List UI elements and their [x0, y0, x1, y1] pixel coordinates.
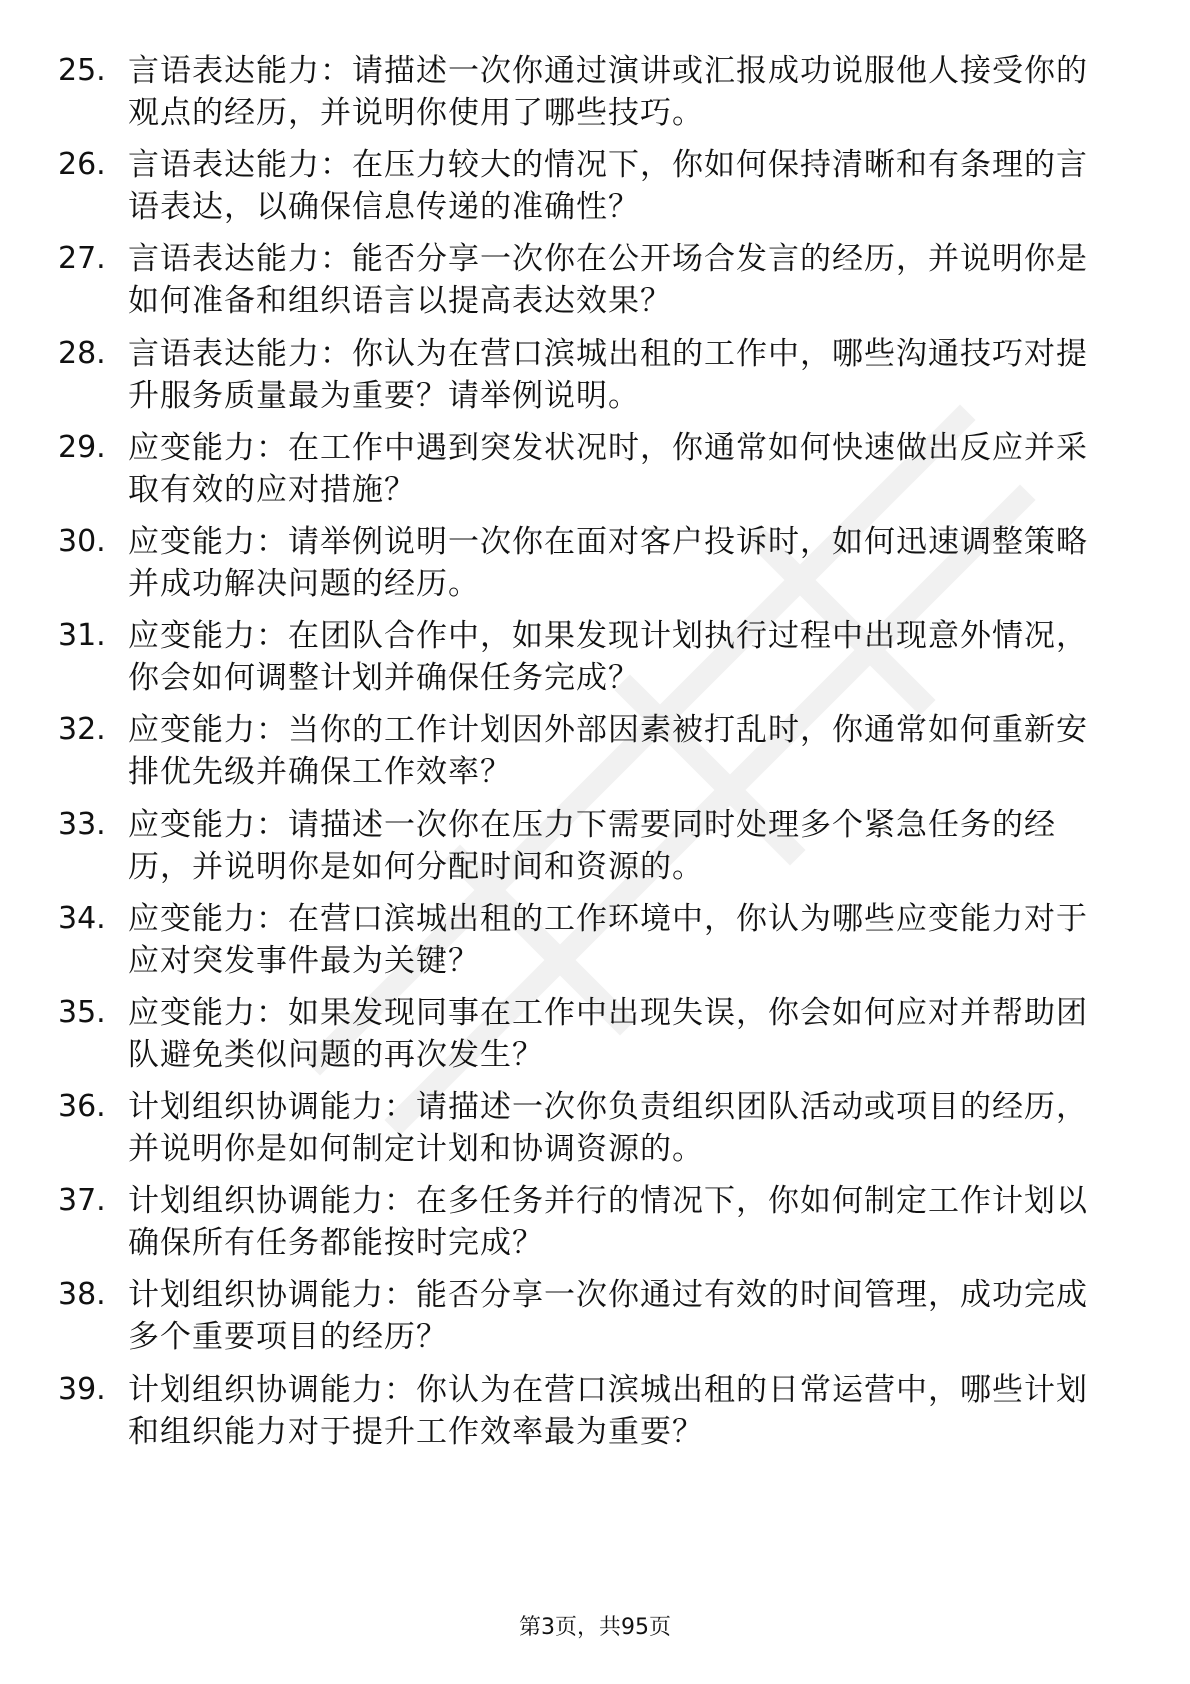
question-text: 言语表达能力：你认为在营口滨城出租的工作中，哪些沟通技巧对提升服务质量最为重要？请举例说明。	[128, 335, 1088, 414]
question-item	[58, 333, 1118, 427]
question-number: 35.	[58, 994, 106, 1030]
question-text: 计划组织协调能力：在多任务并行的情况下，你如何制定工作计划以确保所有任务都能按时完成？	[128, 1183, 1088, 1262]
question-text: 言语表达能力：请描述一次你通过演讲或汇报成功说服他人接受你的观点的经历，并说明你使用了哪些技巧。	[128, 53, 1088, 131]
question-item	[58, 992, 1118, 1086]
question-item	[58, 1086, 1118, 1180]
question-text: 应变能力：请举例说明一次你在面对客户投诉时，如何迅速调整策略并成功解决问题的经历。	[128, 523, 1088, 602]
question-number: 29.	[58, 429, 106, 465]
question-text: 应变能力：在营口滨城出租的工作环境中，你认为哪些应变能力对于应对突发事件最为关键？	[128, 900, 1088, 979]
question-item	[58, 898, 1118, 992]
question-number: 25.	[58, 53, 106, 88]
page-footer: 第3页，共95页	[519, 1615, 671, 1640]
question-text: 计划组织协调能力：能否分享一次你通过有效的时间管理，成功完成多个重要项目的经历？	[128, 1277, 1088, 1356]
question-number: 27.	[58, 241, 106, 277]
question-item	[58, 521, 1118, 615]
question-text: 言语表达能力：在压力较大的情况下，你如何保持清晰和有条理的言语表达，以确保信息传递的准确性？	[128, 147, 1088, 226]
question-number: 39.	[58, 1371, 106, 1407]
question-text: 计划组织协调能力：请描述一次你负责组织团队活动或项目的经历，并说明你是如何制定计划和协调资源的。	[128, 1089, 1088, 1168]
question-text: 应变能力：请描述一次你在压力下需要同时处理多个紧急任务的经历，并说明你是如何分配时间和资源的。	[128, 806, 1056, 885]
question-text: 计划组织协调能力：你认为在营口滨城出租的日常运营中，哪些计划和组织能力对于提升工作效率最为重要？	[128, 1371, 1088, 1450]
question-number: 37.	[58, 1183, 106, 1219]
question-number: 36.	[58, 1089, 106, 1125]
question-item	[58, 238, 1118, 332]
question-item	[58, 1274, 1118, 1368]
question-text: 应变能力：在团队合作中，如果发现计划执行过程中出现意外情况，你会如何调整计划并确保任务完成？	[128, 618, 1088, 697]
question-item	[58, 615, 1118, 709]
question-text: 言语表达能力：能否分享一次你在公开场合发言的经历，并说明你是如何准备和组织语言以提高表达效果？	[128, 241, 1088, 320]
question-item	[58, 804, 1118, 898]
question-number: 31.	[58, 618, 106, 654]
question-item	[58, 427, 1118, 521]
question-item	[58, 1180, 1118, 1274]
question-number: 28.	[58, 335, 106, 371]
question-item	[58, 709, 1118, 803]
question-text: 应变能力：当你的工作计划因外部因素被打乱时，你通常如何重新安排优先级并确保工作效率？	[128, 712, 1088, 791]
question-number: 38.	[58, 1277, 106, 1313]
question-number: 34.	[58, 900, 106, 936]
question-item	[58, 50, 1118, 144]
question-text: 应变能力：如果发现同事在工作中出现失误，你会如何应对并帮助团队避免类似问题的再次发生？	[128, 994, 1088, 1073]
question-number: 33.	[58, 806, 106, 842]
question-number: 26.	[58, 147, 106, 183]
question-number: 30.	[58, 523, 106, 559]
question-text: 应变能力：在工作中遇到突发状况时，你通常如何快速做出反应并采取有效的应对措施？	[128, 429, 1088, 508]
question-item	[58, 1369, 1118, 1463]
question-list	[58, 50, 1118, 1463]
question-item	[58, 144, 1118, 238]
question-number: 32.	[58, 712, 106, 748]
